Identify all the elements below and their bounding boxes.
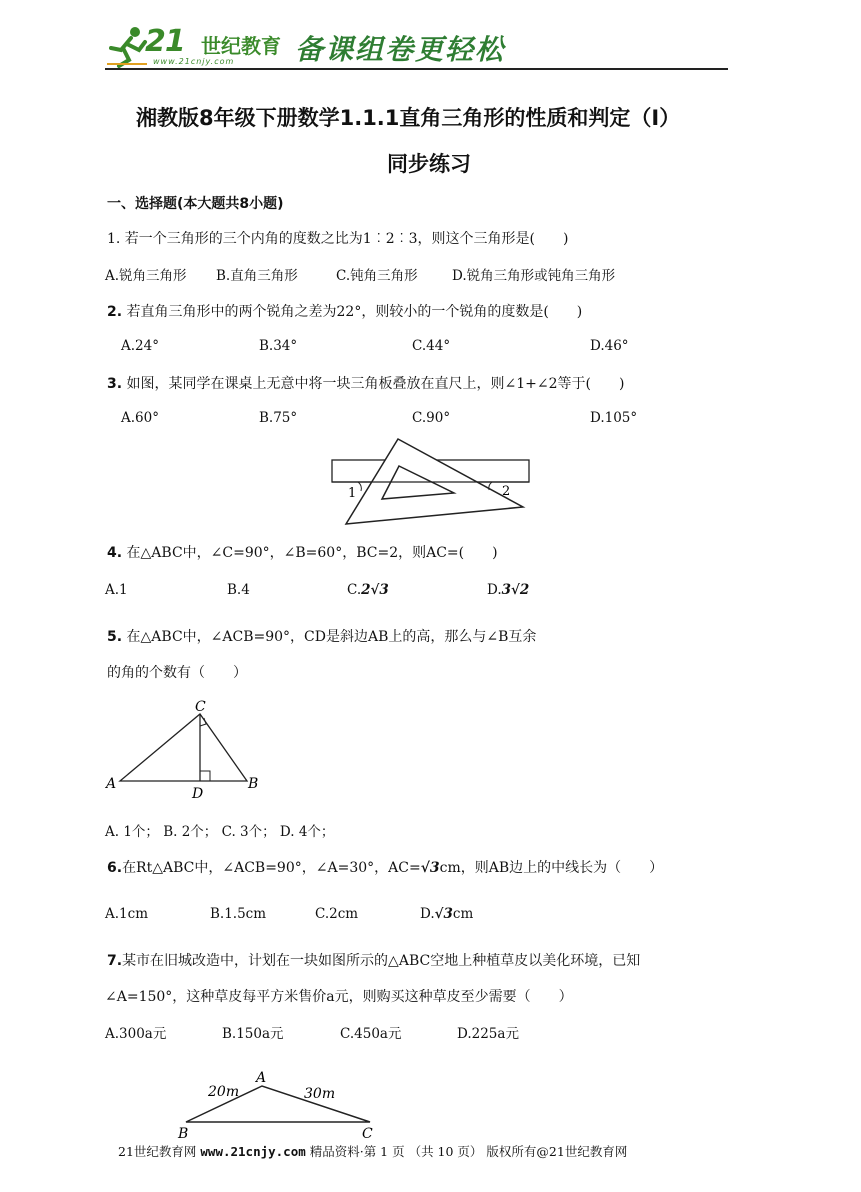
q3-text: 如图，某同学在课桌上无意中将一块三角板叠放在直尺上，则∠1+∠2等于( ) <box>126 376 625 392</box>
side-ab-label: 20m <box>208 1084 240 1100</box>
q7-text-line2: ∠A=150°，这种草皮每平方米售价a元，则购买这种草皮至少需要（ ） <box>105 989 573 1005</box>
q1-option-a: A.锐角三角形 <box>105 268 187 284</box>
q4-number: 4. <box>107 545 123 561</box>
q6-option-a: A.1cm <box>105 906 148 922</box>
logo-21: 21 <box>145 24 185 59</box>
q6-option-d-math: √3 <box>434 906 453 922</box>
q4-option-c <box>347 582 389 598</box>
header-divider <box>105 68 728 70</box>
q5-triangle-figure <box>102 696 267 800</box>
q3-ruler-triangle-figure <box>320 438 540 530</box>
q6-option-d-unit: cm <box>452 906 474 922</box>
q5-number: 5. <box>107 629 123 645</box>
header-logo <box>105 22 730 70</box>
q7-stem <box>107 950 640 970</box>
q7-option-b: B.150a元 <box>222 1026 284 1042</box>
q3-option-b: B.75° <box>259 410 298 426</box>
q6-text-math: √3 <box>420 860 440 876</box>
q7-option-d: D.225a元 <box>457 1026 519 1042</box>
q3-option-c: C.90° <box>412 410 451 426</box>
vertex-c-label: C <box>195 699 206 715</box>
q1-option-b: B.直角三角形 <box>216 268 298 284</box>
q5-options: A. 1个； B. 2个； C. 3个； D. 4个； <box>105 824 335 840</box>
vertex-c-label: C <box>362 1126 373 1140</box>
footer-page-info: 精品资料·第 1 页 （共 10 页） 版权所有@21世纪教育网 <box>309 1144 628 1159</box>
vertex-b-label: B <box>248 776 259 792</box>
footer-url[interactable]: www.21cnjy.com <box>200 1144 306 1159</box>
q6-option-d-label: D. <box>420 906 435 922</box>
q1-option-c: C.钝角三角形 <box>336 268 418 284</box>
q5-text-line1: 在△ABC中，∠ACB=90°，CD是斜边AB上的高，那么与∠B互余 <box>126 629 537 645</box>
q2-number: 2. <box>107 304 123 320</box>
q4-option-c-math: 2√3 <box>361 582 389 598</box>
angle-1-label: 1 <box>348 486 357 501</box>
q7-option-c: C.450a元 <box>340 1026 402 1042</box>
q3-stem <box>107 373 624 393</box>
runner-logo-icon <box>105 24 149 68</box>
q6-number: 6. <box>107 860 123 876</box>
logo-url: www.21cnjy.com <box>153 57 235 66</box>
q5-stem <box>107 626 536 646</box>
page-subtitle: 同步练习 <box>387 152 471 176</box>
page-footer <box>118 1142 627 1160</box>
q1-text: 1. 若一个三角形的三个内角的度数之比为1︰2︰3，则这个三角形是( ) <box>107 231 569 247</box>
q2-option-c: C.44° <box>412 338 451 354</box>
footer-site-name: 21世纪教育网 <box>118 1144 197 1159</box>
section-heading: 一、选择题(本大题共8小题) <box>107 196 284 212</box>
q6-stem <box>107 857 663 877</box>
q6-text-b: cm，则AB边上的中线长为（ ） <box>439 860 664 876</box>
vertex-a-label: A <box>256 1070 267 1086</box>
q1-option-d: D.锐角三角形或钝角三角形 <box>452 268 616 284</box>
side-ac-label: 30m <box>304 1086 336 1102</box>
q4-option-c-label: C. <box>347 582 362 598</box>
angle-2-label: 2 <box>502 484 511 499</box>
q4-option-b: B.4 <box>227 582 250 598</box>
q7-number: 7. <box>107 953 123 969</box>
q4-stem <box>107 542 498 562</box>
q3-number: 3. <box>107 376 123 392</box>
q3-option-d: D.105° <box>590 410 638 426</box>
q7-option-a: A.300a元 <box>105 1026 167 1042</box>
vertex-d-label: D <box>192 786 204 800</box>
q4-text: 在△ABC中，∠C=90°，∠B=60°，BC=2，则AC=( ) <box>126 545 498 561</box>
q4-option-d-label: D. <box>487 582 502 598</box>
q6-option-b: B.1.5cm <box>210 906 267 922</box>
q4-option-a: A.1 <box>105 582 128 598</box>
q6-option-d <box>420 906 473 922</box>
vertex-b-label: B <box>178 1126 189 1140</box>
q4-option-d-math: 3√2 <box>501 582 530 598</box>
q6-text-a: 在Rt△ABC中，∠ACB=90°，∠A=30°，AC= <box>122 860 421 876</box>
q2-option-d: D.46° <box>590 338 629 354</box>
q5-text-line2: 的角的个数有（ ） <box>107 665 247 681</box>
logo-name: 世纪教育 <box>201 34 281 58</box>
q2-stem <box>107 301 582 321</box>
page-title: 湘教版8年级下册数学1.1.1直角三角形的性质和判定（Ⅰ） <box>136 106 681 130</box>
q2-option-b: B.34° <box>259 338 298 354</box>
q2-text: 若直角三角形中的两个锐角之差为22°，则较小的一个锐角的度数是( ) <box>126 304 583 320</box>
q6-option-c: C.2cm <box>315 906 359 922</box>
vertex-a-label: A <box>106 776 117 792</box>
q4-option-d <box>487 582 529 598</box>
q3-option-a: A.60° <box>121 410 159 426</box>
q2-option-a: A.24° <box>121 338 159 354</box>
q7-triangle-figure <box>172 1068 387 1140</box>
q7-text-line1: 某市在旧城改造中，计划在一块如图所示的△ABC空地上种植草皮以美化环境，已知 <box>122 953 641 969</box>
logo-slogan: 备课组卷更轻松 <box>295 33 506 66</box>
